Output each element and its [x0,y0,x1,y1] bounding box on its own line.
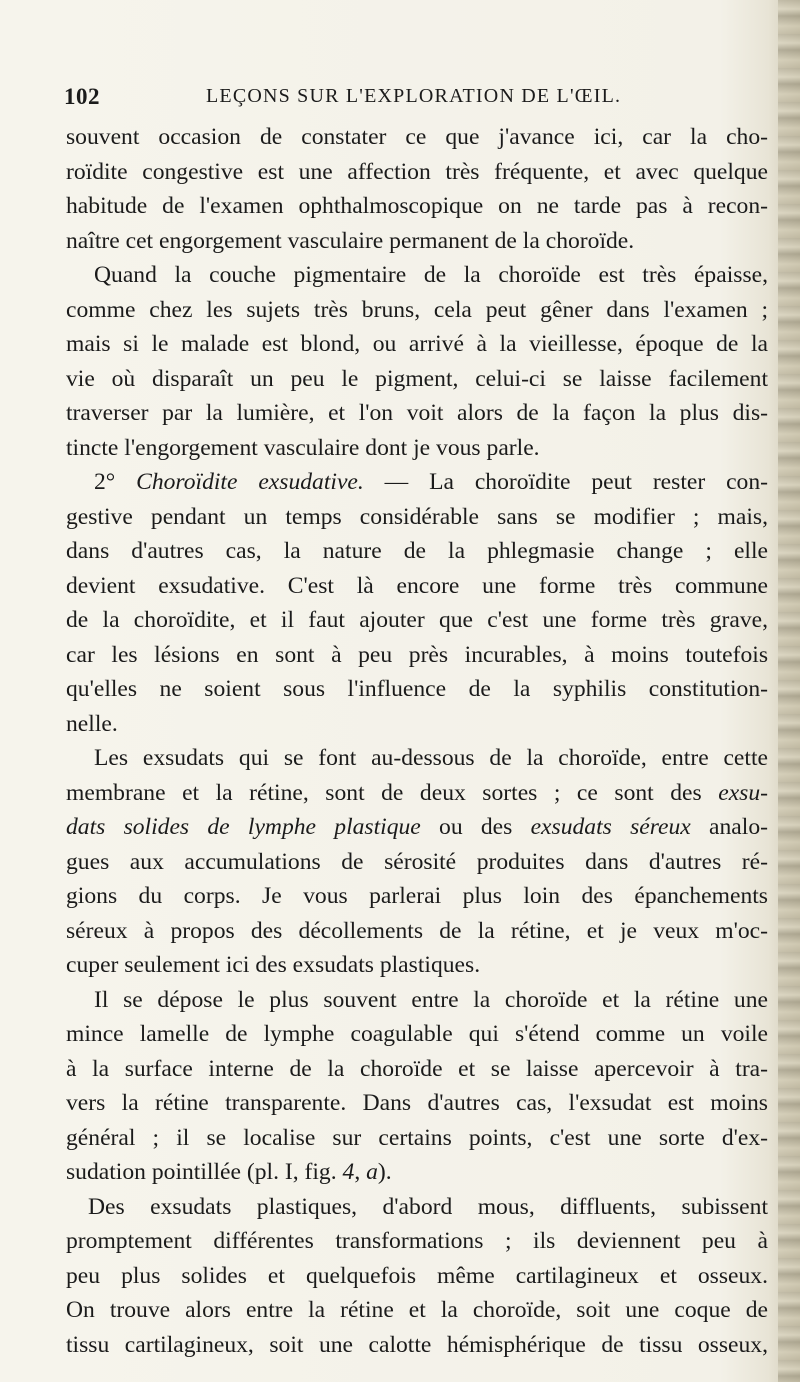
text-line: habitude de l'examen ophthalmoscopique on ne tarde pas à recon- [66,193,768,219]
section-title: Choroïdite exsudative. [136,469,364,495]
emphasis-term: exsudats séreux [530,814,691,840]
page-header [64,84,764,112]
running-title: LEÇONS SUR L'EXPLORATION DE L'ŒIL. [206,85,622,107]
text-line [66,810,768,845]
text-line: gues aux accumulations de sérosité produites dans d'autres ré- [66,848,768,875]
figure-letter: a [366,1159,378,1185]
text-line: roïdite congestive est une affection très fréquente, et avec quelque [66,158,768,185]
text-line: Des exsudats plastiques, d'abord mous, diffluents, subissent [88,1193,768,1220]
text-line: gions du corps. Je vous parlerai plus loin des épanchements [66,883,768,909]
text-line: qu'elles ne soient sous l'influence de la syphilis constitution- [66,676,768,702]
text-fragment: membrane et la rétine, sont de deux sortes ; ce sont des [66,779,719,806]
text-line: promptement différentes transformations ; ils deviennent peu à [66,1228,768,1254]
text-line: nelle. [66,710,118,737]
text-line: vers la rétine transparente. Dans d'autres cas, l'exsudat est moins [66,1090,768,1116]
text-fragment: , [354,1159,367,1185]
emphasis-term: dats solides de lymphe plastique [66,814,421,840]
text-line: vie où disparaît un peu le pigment, celui-ci se laisse facilement [66,365,768,392]
text-fragment: — La choroïdite peut rester con- [363,469,768,495]
text-line [66,1155,768,1190]
text-line: tissu cartilagineux, soit une calotte hémisphérique de tissu osseux, [66,1331,768,1358]
text-line: à la surface interne de la choroïde et se laisse apercevoir à tra- [66,1055,768,1082]
emphasis-term: exsu- [718,779,768,806]
text-fragment: ). [377,1159,392,1185]
text-line: souvent occasion de constater ce que j'avance ici, car la cho- [66,124,768,150]
text-line: naître cet engorgement vasculaire permanent de la choroïde. [66,227,635,254]
text-fragment: ou des [420,814,531,840]
text-line: général ; il se localise sur certains points, c'est une sorte d'ex- [66,1124,768,1151]
text-fragment: analo- [690,814,768,840]
text-line: gestive pendant un temps considérable sans se modifier ; mais, [66,503,768,530]
text-line: cuper seulement ici des exsudats plastiques. [66,952,481,978]
page-number: 102 [64,84,100,109]
page-edge-shadow [778,0,800,1382]
text-line: On trouve alors entre la rétine et la choroïde, soit une coque de [66,1297,768,1323]
body-text [66,120,768,1362]
text-line: comme chez les sujets très bruns, cela peut gêner dans l'examen ; [66,296,768,323]
text-line: mais si le malade est blond, ou arrivé à la vieillesse, époque de la [66,331,768,357]
text-line: tincte l'engorgement vasculaire dont je vous parle. [66,434,540,461]
text-line: Il se dépose le plus souvent entre la choroïde et la rétine une [94,986,768,1013]
text-line: devient exsudative. C'est là encore une forme très commune [66,572,768,599]
text-line: car les lésions en sont à peu près incurables, à moins toutefois [66,641,768,668]
text-line [66,776,768,811]
text-line: Les exsudats qui se font au-dessous de la choroïde, entre cette [94,745,768,771]
figure-number: 4 [342,1159,355,1185]
text-line: mince lamelle de lymphe coagulable qui s'étend comme un voile [66,1021,768,1047]
text-line: dans d'autres cas, la nature de la phlegmasie change ; elle [66,538,768,564]
text-line: traverser par la lumière, et l'on voit alors de la façon la plus dis- [66,400,768,426]
text-line: Quand la couche pigmentaire de la choroïde est très épaisse, [94,262,768,288]
text-line: peu plus solides et quelquefois même cartilagineux et osseux. [66,1262,768,1289]
text-line: de la choroïdite, et il faut ajouter que c'est une forme très grave, [66,607,768,633]
section-number: 2° [94,469,137,495]
text-fragment: sudation pointillée (pl. I, fig. [66,1159,343,1185]
text-line: séreux à propos des décollements de la rétine, et je veux m'oc- [66,917,768,944]
section-heading-line [66,465,768,500]
